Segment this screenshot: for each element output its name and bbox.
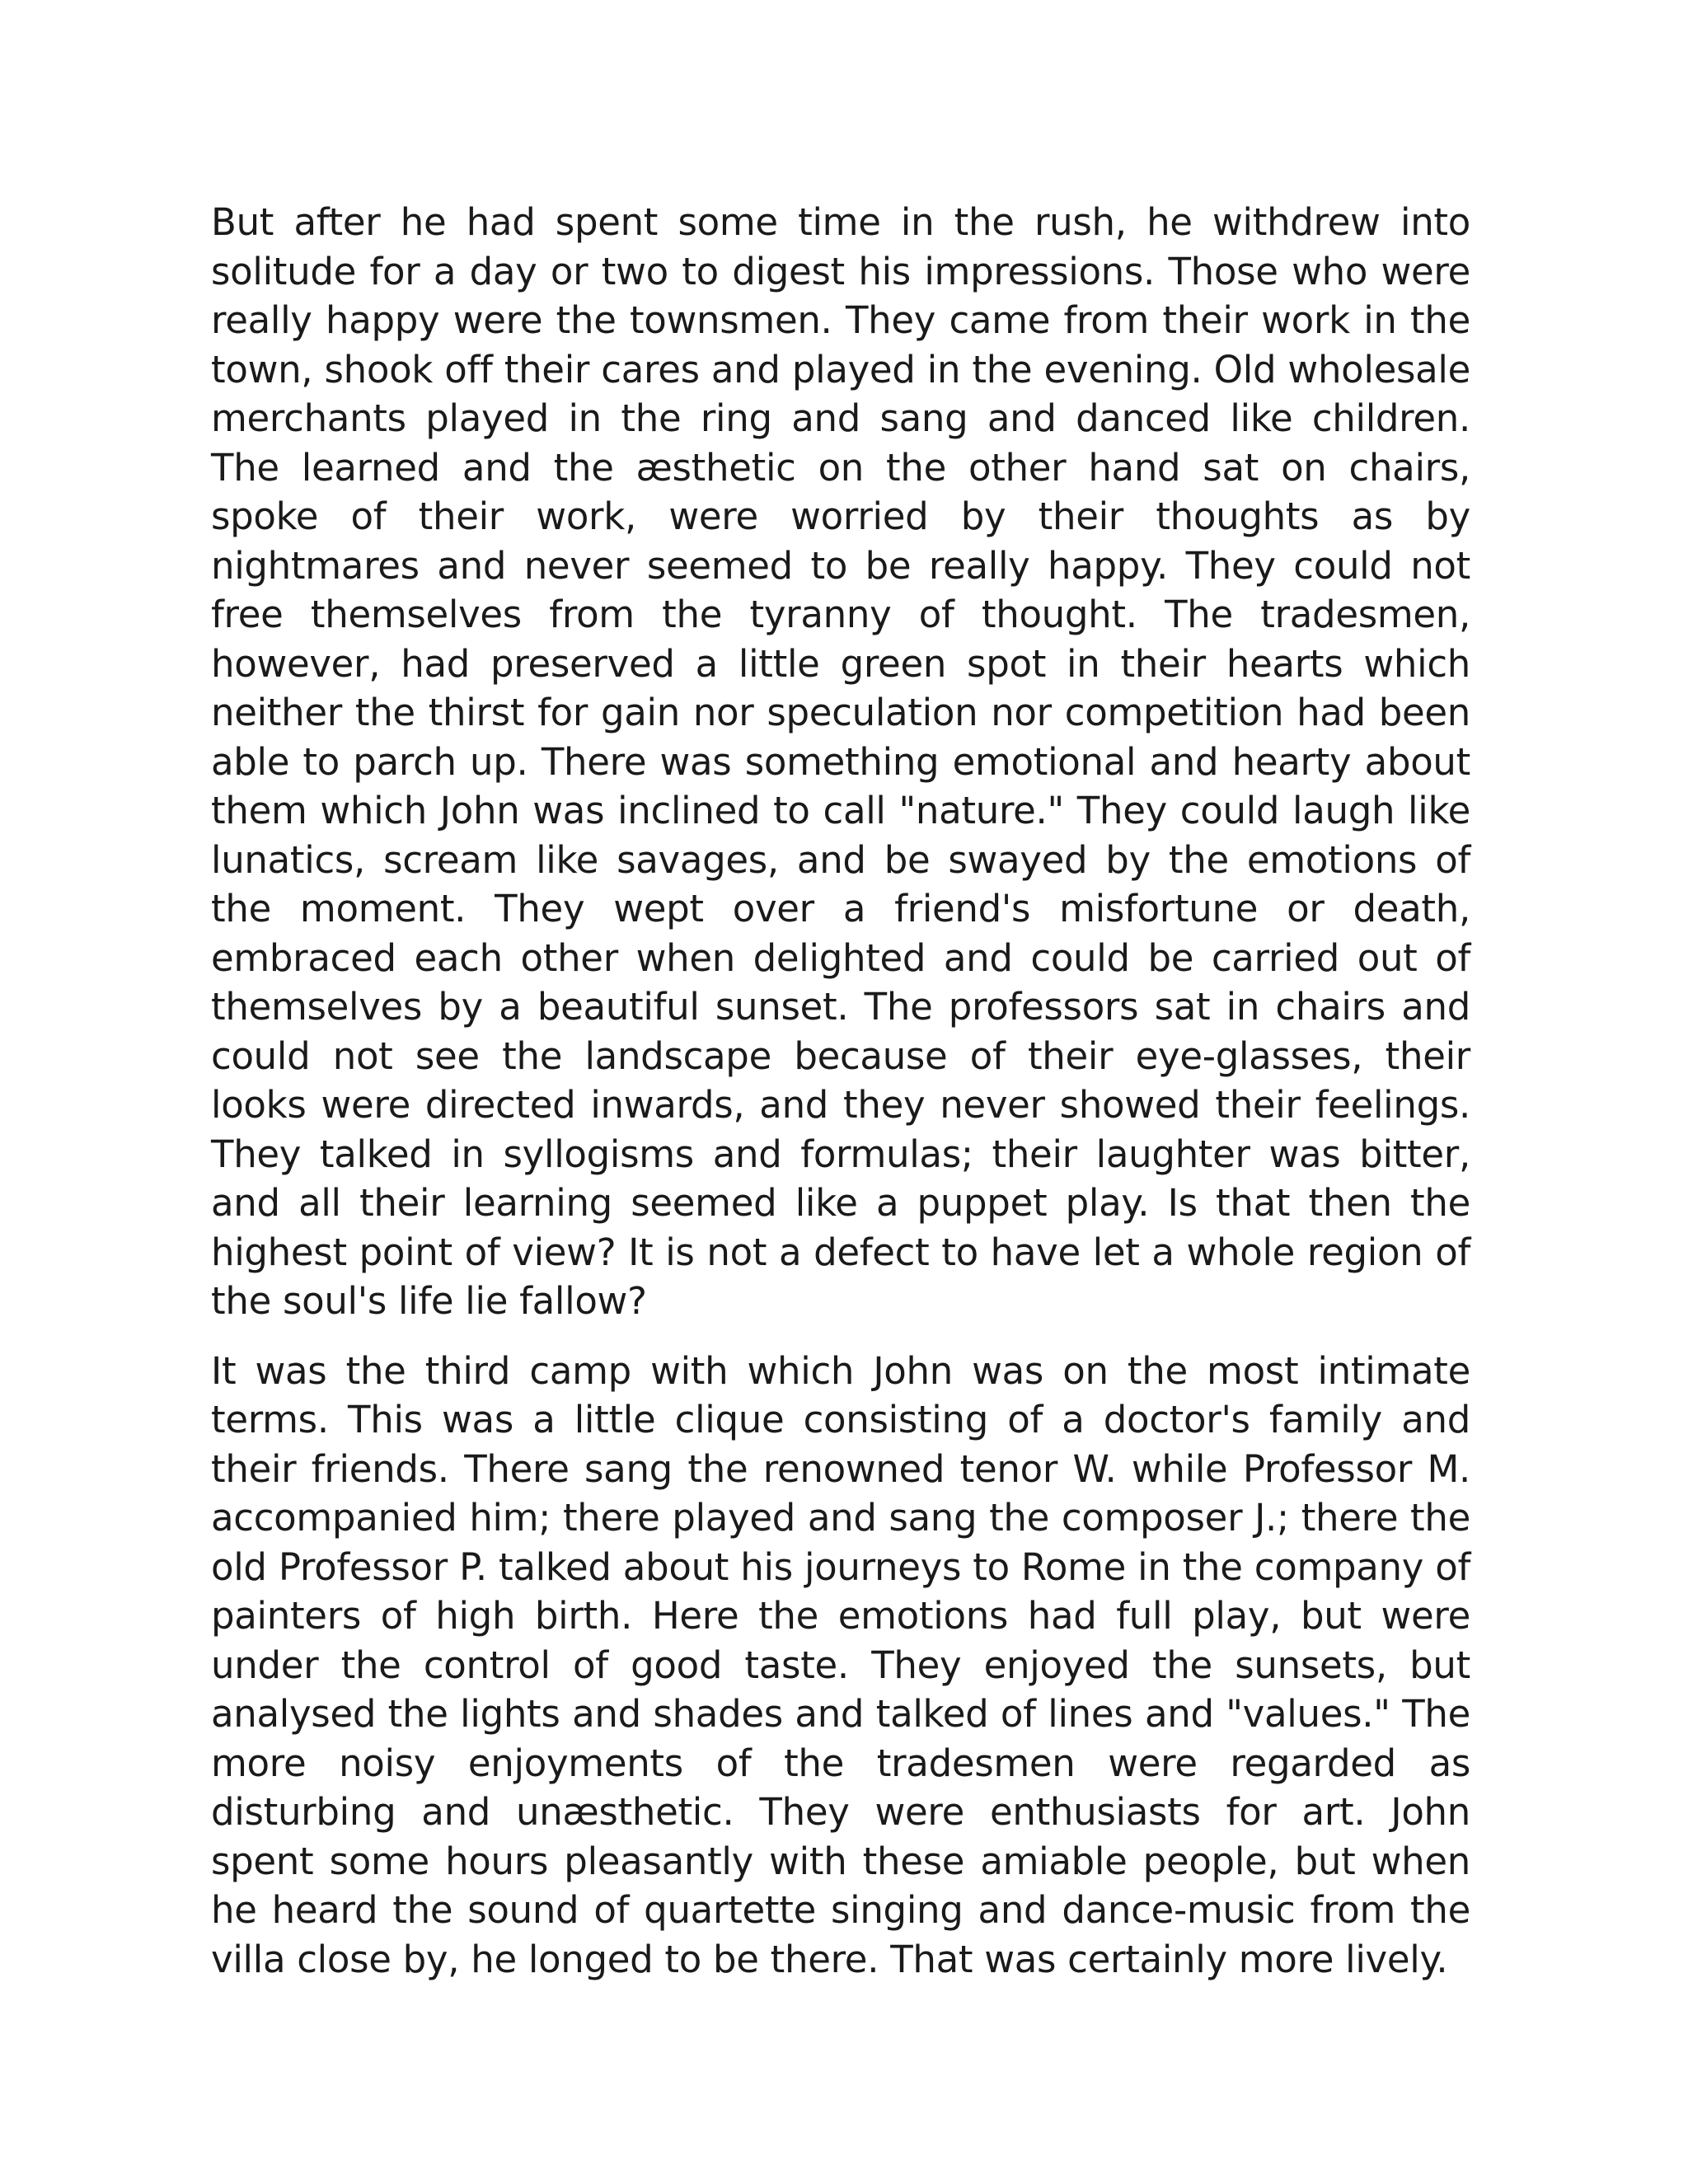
paragraph-1: But after he had spent some time in the rush, he withdrew into solitude for a day or two to digest his impressions. Those who were really happy were the townsmen. They came from their work in the town, shook off their cares and played in the evening. Old wholesale merchants played in the ring and sang and danced like children. The learned and the æsthetic on the other hand sat on chairs, spoke of their work, were worried by their thoughts as by nightmares and never seemed to be really happy. They could not free themselves from the tyranny of thought. The tradesmen, however, had preserved a little green spot in their hearts which neither the thirst for gain nor speculation nor competition had been able to parch up. There was something emotional and hearty about them which John was inclined to call "nature." They could laugh like lunatics, scream like savages, and be swayed by the emotions of the moment. They wept over a friend's misfortune or death, embraced each other when delighted and could be carried out of themselves by a beautiful sunset. The professors sat in chairs and could not see the landscape because of their eye-glasses, their looks were directed inwards, and they never showed their feelings. They talked in syllogisms and formulas; their laughter was bitter, and all their learning seemed like a puppet play. Is that then the highest point of view? It is not a defect to have let a whole region of the soul's life lie fallow? xyxy=(211,200,1470,1323)
paragraph-2: It was the third camp with which John was on the most intimate terms. This was a little clique consisting of a doctor's family and their friends. There sang the renowned tenor W. while Professor M. accompanied him; there played and sang the composer J.; there the old Professor P. talked about his journeys to Rome in the company of painters of high birth. Here the emotions had full play, but were under the control of good taste. They enjoyed the sunsets, but analysed the lights and shades and talked of lines and "values." The more noisy enjoyments of the tradesmen were regarded as disturbing and unæsthetic. They were enthusiasts for art. John spent some hours pleasantly with these amiable people, but when he heard the sound of quartette singing and dance-music from the villa close by, he longed to be there. That was certainly more lively. xyxy=(211,1348,1470,1981)
body-text xyxy=(211,198,1470,1984)
